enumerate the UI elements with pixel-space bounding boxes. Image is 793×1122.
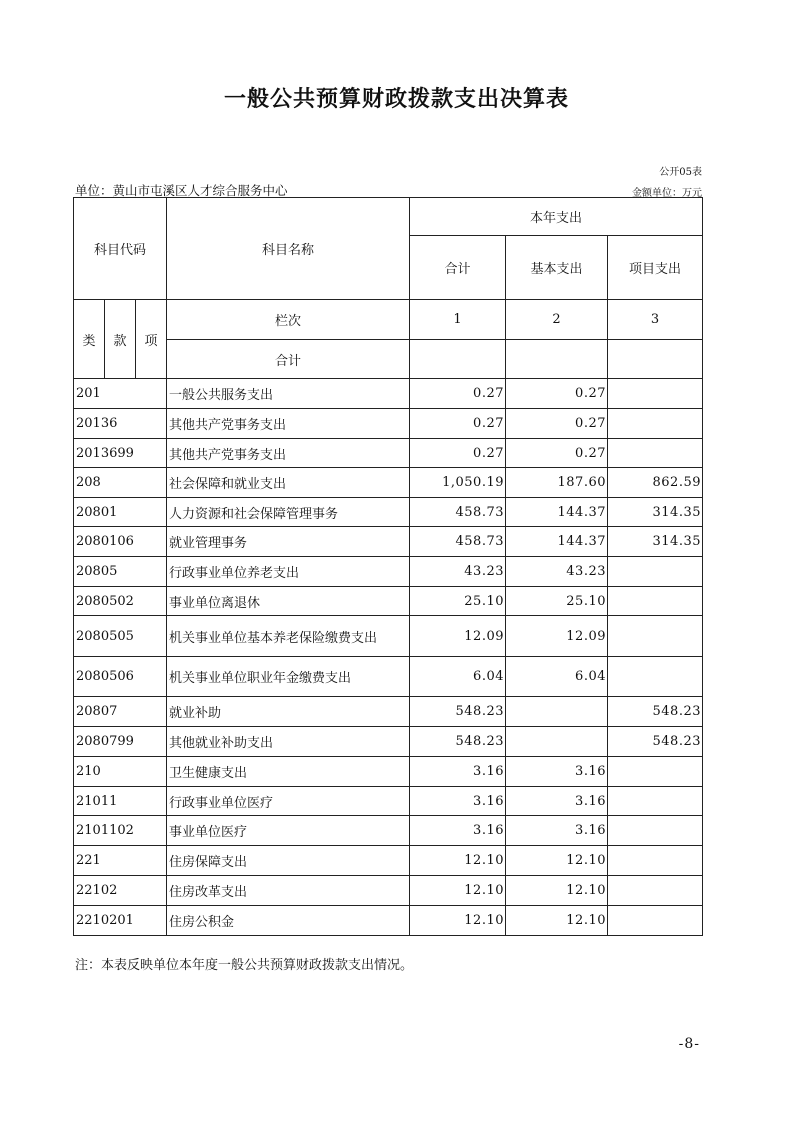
header-basic: 基本支出 — [506, 236, 608, 300]
row-basic: 0.27 — [506, 409, 608, 439]
row-project — [608, 616, 703, 657]
row-name: 事业单位离退休 — [167, 587, 410, 616]
row-name: 其他共产党事务支出 — [167, 409, 410, 439]
row-name: 社会保障和就业支出 — [167, 468, 410, 498]
row-name: 住房公积金 — [167, 906, 410, 936]
row-name: 机关事业单位职业年金缴费支出 — [167, 657, 410, 697]
row-project — [608, 876, 703, 906]
row-total: 0.27 — [410, 439, 506, 468]
row-basic: 0.27 — [506, 379, 608, 409]
table-row — [74, 757, 703, 787]
table-row — [74, 846, 703, 876]
row-project — [608, 409, 703, 439]
row-code: 22102 — [74, 876, 167, 906]
row-basic: 3.16 — [506, 787, 608, 816]
row-project — [608, 846, 703, 876]
row-total: 0.27 — [410, 379, 506, 409]
row-code: 2013699 — [74, 439, 167, 468]
row-total: 12.10 — [410, 906, 506, 936]
row-total: 25.10 — [410, 587, 506, 616]
row-basic: 12.10 — [506, 876, 608, 906]
header-project: 项目支出 — [608, 236, 703, 300]
row-total: 458.73 — [410, 527, 506, 557]
table-row — [74, 527, 703, 557]
row-basic — [506, 697, 608, 727]
row-basic — [506, 727, 608, 757]
row-total: 458.73 — [410, 498, 506, 527]
row-basic: 144.37 — [506, 498, 608, 527]
row-project: 314.35 — [608, 527, 703, 557]
row-project: 548.23 — [608, 697, 703, 727]
header-sum-label: 合计 — [167, 340, 410, 379]
table-row — [74, 557, 703, 587]
row-basic: 3.16 — [506, 757, 608, 787]
table-row — [74, 657, 703, 697]
unit-label: 单位：黄山市屯溪区人才综合服务中心 — [75, 183, 288, 198]
header-subject-name: 科目名称 — [167, 198, 410, 300]
row-project — [608, 816, 703, 846]
row-total: 1,050.19 — [410, 468, 506, 498]
row-name: 行政事业单位医疗 — [167, 787, 410, 816]
row-project — [608, 906, 703, 936]
row-project: 548.23 — [608, 727, 703, 757]
header-this-year: 本年支出 — [410, 198, 703, 236]
header-xiang: 项 — [136, 300, 167, 379]
row-project — [608, 757, 703, 787]
table-row — [74, 906, 703, 936]
row-project — [608, 439, 703, 468]
row-code: 2080506 — [74, 657, 167, 697]
sum-project-cell — [608, 340, 703, 379]
row-basic: 3.16 — [506, 816, 608, 846]
money-unit-label: 金额单位：万元 — [632, 188, 702, 199]
page-title: 一般公共预算财政拨款支出决算表 — [223, 87, 569, 112]
row-code: 2080505 — [74, 616, 167, 657]
row-name: 就业补助 — [167, 697, 410, 727]
table-row — [74, 468, 703, 498]
row-basic: 187.60 — [506, 468, 608, 498]
row-name: 其他就业补助支出 — [167, 727, 410, 757]
expenditure-table — [73, 197, 703, 936]
row-code: 20136 — [74, 409, 167, 439]
row-basic: 12.09 — [506, 616, 608, 657]
row-project — [608, 557, 703, 587]
row-code: 20807 — [74, 697, 167, 727]
table-row — [74, 727, 703, 757]
row-code: 210 — [74, 757, 167, 787]
header-col-2: 2 — [506, 300, 608, 340]
row-total: 3.16 — [410, 757, 506, 787]
row-total: 12.10 — [410, 846, 506, 876]
table-row — [74, 816, 703, 846]
header-col-1: 1 — [410, 300, 506, 340]
row-name: 住房改革支出 — [167, 876, 410, 906]
row-total: 43.23 — [410, 557, 506, 587]
row-project — [608, 587, 703, 616]
row-project — [608, 657, 703, 697]
form-number: 公开05表 — [659, 167, 702, 178]
row-code: 201 — [74, 379, 167, 409]
table-note: 注：本表反映单位本年度一般公共预算财政拨款支出情况。 — [75, 958, 414, 973]
row-code: 2080799 — [74, 727, 167, 757]
row-code: 2080502 — [74, 587, 167, 616]
table-row — [74, 697, 703, 727]
table-row — [74, 439, 703, 468]
row-total: 548.23 — [410, 727, 506, 757]
header-kuan: 款 — [105, 300, 136, 379]
sum-total-cell — [410, 340, 506, 379]
row-total: 3.16 — [410, 816, 506, 846]
table-row — [74, 876, 703, 906]
header-column-no: 栏次 — [167, 300, 410, 340]
table-row — [74, 409, 703, 439]
row-basic: 6.04 — [506, 657, 608, 697]
row-total: 12.10 — [410, 876, 506, 906]
row-name: 就业管理事务 — [167, 527, 410, 557]
row-code: 221 — [74, 846, 167, 876]
header-total: 合计 — [410, 236, 506, 300]
row-basic: 0.27 — [506, 439, 608, 468]
row-basic: 12.10 — [506, 846, 608, 876]
row-total: 12.09 — [410, 616, 506, 657]
row-name: 人力资源和社会保障管理事务 — [167, 498, 410, 527]
row-name: 其他共产党事务支出 — [167, 439, 410, 468]
row-code: 20801 — [74, 498, 167, 527]
row-project: 862.59 — [608, 468, 703, 498]
row-project: 314.35 — [608, 498, 703, 527]
row-basic: 144.37 — [506, 527, 608, 557]
row-basic: 12.10 — [506, 906, 608, 936]
row-name: 事业单位医疗 — [167, 816, 410, 846]
row-total: 6.04 — [410, 657, 506, 697]
row-code: 20805 — [74, 557, 167, 587]
header-subject-code: 科目代码 — [74, 198, 167, 300]
page-number: -8- — [678, 1036, 700, 1052]
row-code: 2101102 — [74, 816, 167, 846]
row-name: 机关事业单位基本养老保险缴费支出 — [167, 616, 410, 657]
table-row — [74, 379, 703, 409]
table-row — [74, 587, 703, 616]
row-name: 卫生健康支出 — [167, 757, 410, 787]
row-project — [608, 787, 703, 816]
sum-basic-cell — [506, 340, 608, 379]
row-code: 2210201 — [74, 906, 167, 936]
row-total: 548.23 — [410, 697, 506, 727]
row-total: 3.16 — [410, 787, 506, 816]
row-total: 0.27 — [410, 409, 506, 439]
row-code: 208 — [74, 468, 167, 498]
row-name: 住房保障支出 — [167, 846, 410, 876]
row-project — [608, 379, 703, 409]
row-basic: 25.10 — [506, 587, 608, 616]
table-row — [74, 498, 703, 527]
row-name: 一般公共服务支出 — [167, 379, 410, 409]
row-code: 21011 — [74, 787, 167, 816]
row-basic: 43.23 — [506, 557, 608, 587]
header-lei: 类 — [74, 300, 105, 379]
table-row — [74, 787, 703, 816]
row-name: 行政事业单位养老支出 — [167, 557, 410, 587]
table-row — [74, 616, 703, 657]
header-col-3: 3 — [608, 300, 703, 340]
row-code: 2080106 — [74, 527, 167, 557]
